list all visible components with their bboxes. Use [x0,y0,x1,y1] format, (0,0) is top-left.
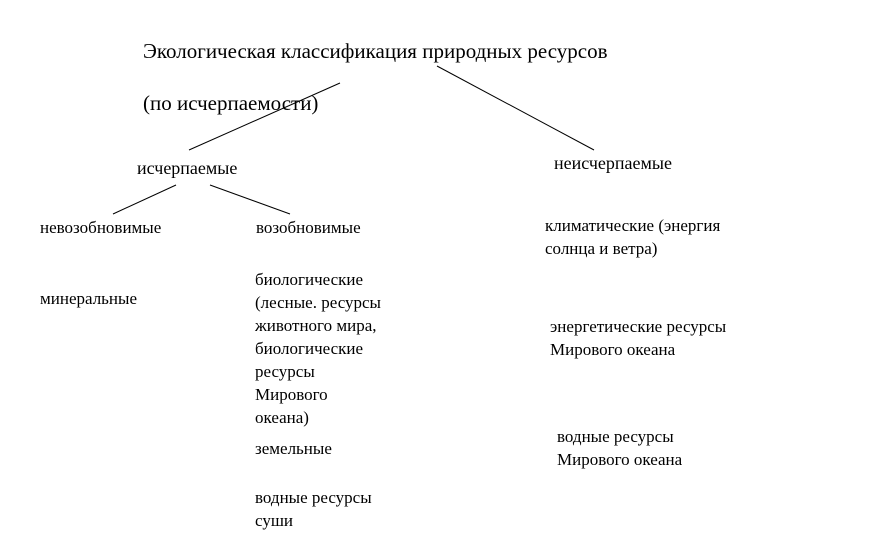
line-exhaustible-to-renewable [210,185,290,214]
item-biological: биологические (лесные. ресурсы животного мира, биологические ресурсы Мирового океана) [255,270,381,427]
node-non-renewable: невозобновимые [40,218,162,237]
node-inexhaustible: неисчерпаемые [554,153,673,173]
node-exhaustible: исчерпаемые [137,158,238,178]
item-ocean-energy: энергетические ресурсы Мирового океана [550,317,727,359]
title-line-2: (по исчерпаемости) [143,91,319,115]
title-line-1: Экологическая классификация природных ресурсов [143,39,608,63]
item-mineral: минеральные [40,289,137,308]
item-land-water: водные ресурсы суши [255,488,372,530]
item-climatic: климатические (энергия солнца и ветра) [545,216,721,258]
line-exhaustible-to-nonrenewable [113,185,176,214]
node-renewable: возобновимые [256,218,361,237]
item-land: земельные [255,439,332,458]
item-ocean-water: водные ресурсы Мирового океана [557,427,683,469]
diagram-title [143,12,608,142]
